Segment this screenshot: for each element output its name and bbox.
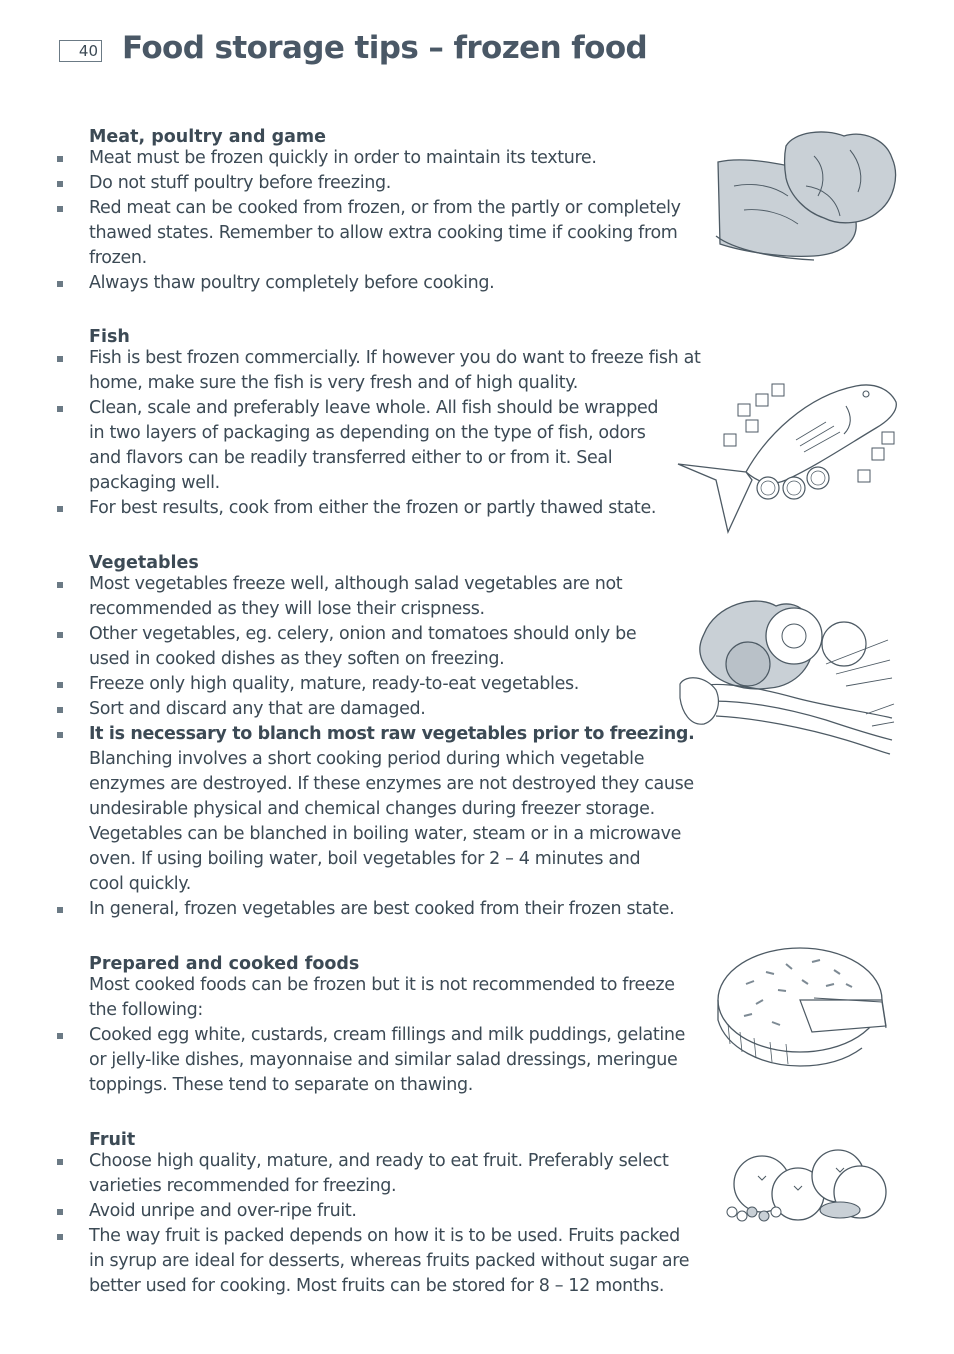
list-item-line: Fish is best frozen commercially. If however you do want to freeze fish at xyxy=(89,348,701,368)
list-item-line: or jelly-like dishes, mayonnaise and similar salad dressings, meringue xyxy=(89,1050,678,1070)
list-item-line: recommended as they will lose their crispness. xyxy=(89,599,485,619)
meat-illustration xyxy=(714,126,898,262)
list-item-line: In general, frozen vegetables are best cooked from their frozen state. xyxy=(89,899,675,919)
section-heading: Meat, poultry and game xyxy=(89,127,327,147)
bullet-icon xyxy=(57,582,63,588)
list-item-line: Meat must be frozen quickly in order to maintain its texture. xyxy=(89,148,597,168)
list-item-line: home, make sure the fish is very fresh and of high quality. xyxy=(89,373,578,393)
list-item-line: Do not stuff poultry before freezing. xyxy=(89,173,391,193)
list-item-line: For best results, cook from either the frozen or partly thawed state. xyxy=(89,498,657,518)
bullet-icon xyxy=(57,181,63,187)
list-item-line: enzymes are destroyed. If these enzymes are not destroyed they cause xyxy=(89,774,694,794)
list-item-line: undesirable physical and chemical changes during freezer storage. xyxy=(89,799,655,819)
list-item-line: Choose high quality, mature, and ready to eat fruit. Preferably select xyxy=(89,1151,669,1171)
pie-illustration xyxy=(716,944,892,1072)
bullet-icon xyxy=(57,682,63,688)
list-item-line: packaging well. xyxy=(89,473,220,493)
list-item-line: in two layers of packaging as depending on the type of fish, odors xyxy=(89,423,646,443)
section-heading: Prepared and cooked foods xyxy=(89,954,360,974)
list-item-line: The way fruit is packed depends on how it is to be used. Fruits packed xyxy=(89,1226,680,1246)
list-item-line: oven. If using boiling water, boil vegetables for 2 – 4 minutes and xyxy=(89,849,641,869)
bullet-icon xyxy=(57,1209,63,1215)
fish-illustration xyxy=(676,376,902,536)
bullet-icon xyxy=(57,356,63,362)
bullet-icon xyxy=(57,506,63,512)
section-heading: Fruit xyxy=(89,1130,136,1150)
vegetables-illustration xyxy=(676,594,898,758)
page-title: Food storage tips – frozen food xyxy=(122,30,648,66)
list-item-line: Red meat can be cooked from frozen, or from the partly or completely xyxy=(89,198,681,218)
bullet-icon xyxy=(57,156,63,162)
fruit-illustration xyxy=(722,1148,890,1226)
bullet-icon xyxy=(57,632,63,638)
bullet-icon xyxy=(57,707,63,713)
list-item-line: Always thaw poultry completely before cooking. xyxy=(89,273,495,293)
bullet-icon xyxy=(57,732,63,738)
page-number: 40 xyxy=(59,40,102,62)
bullet-icon xyxy=(57,1159,63,1165)
list-item-line: used in cooked dishes as they soften on freezing. xyxy=(89,649,505,669)
list-item-line: toppings. These tend to separate on thawing. xyxy=(89,1075,474,1095)
bullet-icon xyxy=(57,907,63,913)
list-item-line: Vegetables can be blanched in boiling water, steam or in a microwave xyxy=(89,824,682,844)
list-item-line: in syrup are ideal for desserts, whereas fruits packed without sugar are xyxy=(89,1251,690,1271)
list-item-line: thawed states. Remember to allow extra cooking time if cooking from xyxy=(89,223,678,243)
list-item-line: varieties recommended for freezing. xyxy=(89,1176,397,1196)
list-item-line: It is necessary to blanch most raw vegetables prior to freezing. xyxy=(89,724,695,744)
list-item-line: frozen. xyxy=(89,248,147,268)
list-item-line: Sort and discard any that are damaged. xyxy=(89,699,426,719)
list-item-line: Cooked egg white, custards, cream fillings and milk puddings, gelatine xyxy=(89,1025,686,1045)
list-item-line: Clean, scale and preferably leave whole. All fish should be wrapped xyxy=(89,398,659,418)
list-item-line: Most vegetables freeze well, although salad vegetables are not xyxy=(89,574,623,594)
bullet-icon xyxy=(57,281,63,287)
section-heading: Fish xyxy=(89,327,130,347)
bullet-icon xyxy=(57,406,63,412)
section-heading: Vegetables xyxy=(89,553,199,573)
bullet-icon xyxy=(57,1033,63,1039)
list-item-line: Blanching involves a short cooking period during which vegetable xyxy=(89,749,645,769)
list-item-line: Freeze only high quality, mature, ready-to-eat vegetables. xyxy=(89,674,579,694)
list-item-line: better used for cooking. Most fruits can be stored for 8 – 12 months. xyxy=(89,1276,665,1296)
intro-line: the following: xyxy=(89,1000,203,1020)
list-item-line: and flavors can be readily transferred either to or from it. Seal xyxy=(89,448,613,468)
bullet-icon xyxy=(57,206,63,212)
list-item-line: cool quickly. xyxy=(89,874,192,894)
list-item-line: Avoid unripe and over-ripe fruit. xyxy=(89,1201,357,1221)
bullet-icon xyxy=(57,1234,63,1240)
intro-line: Most cooked foods can be frozen but it is not recommended to freeze xyxy=(89,975,675,995)
list-item-line: Other vegetables, eg. celery, onion and tomatoes should only be xyxy=(89,624,637,644)
